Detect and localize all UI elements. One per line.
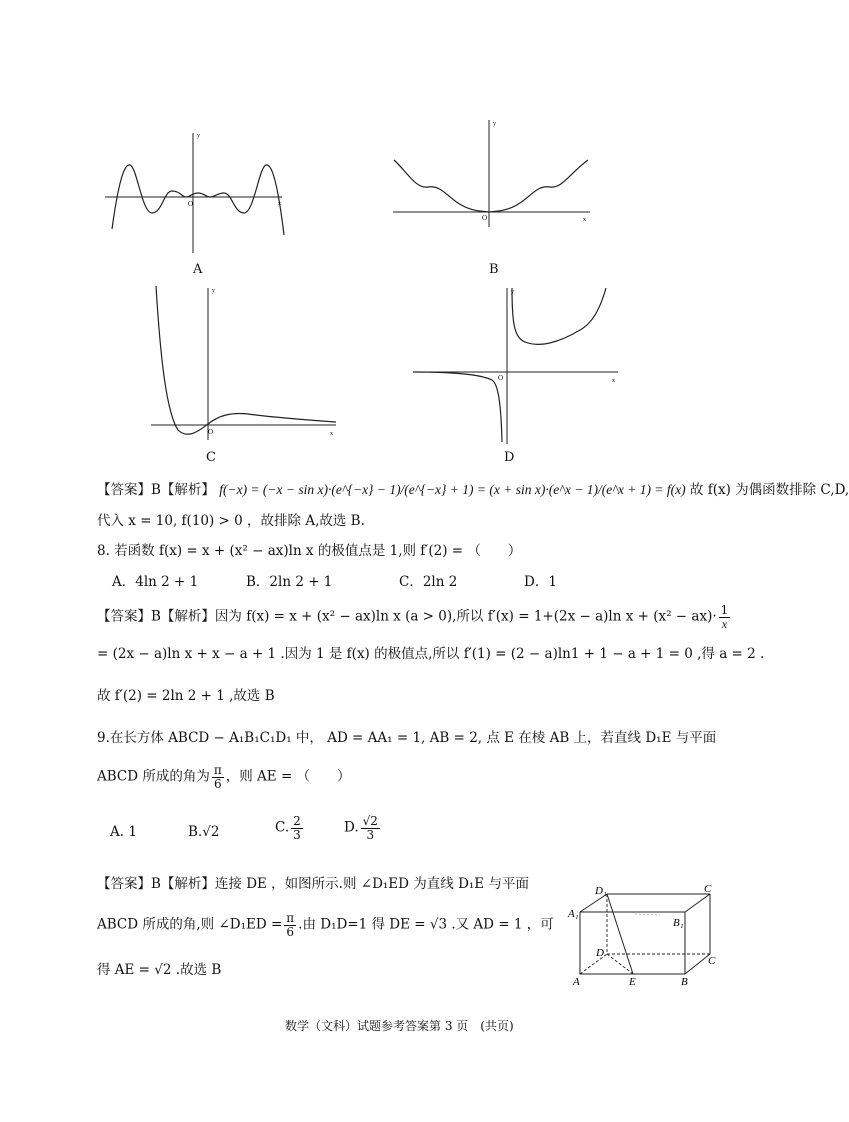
q8-analysis-line3: 故 f′(2) = 2ln 2 + 1 ,故选 B <box>97 688 275 704</box>
graph-c-curve <box>156 286 336 434</box>
cuboid-hidden-d-e <box>607 954 633 974</box>
q8-option-b: B．2ln 2 + 1 <box>246 574 333 590</box>
graph-a-y-label: y <box>197 133 200 139</box>
cuboid-edge-b1-c1 <box>685 894 710 912</box>
graph-a <box>100 125 300 255</box>
cuboid-label-c: C <box>708 955 716 967</box>
graph-c <box>148 282 343 442</box>
q7-analysis-line2: 代入 x = 10, f(10) > 0 ，故排除 A,故选 B. <box>97 513 365 529</box>
q9-stem-post: ，则 AE = （ ） <box>225 768 351 785</box>
graph-d-curve-right <box>512 288 606 344</box>
graph-d-x-label: x <box>612 378 615 384</box>
q9-option-b-value: √2 <box>202 824 220 840</box>
graph-d-origin: O <box>498 374 504 382</box>
q9-option-d-fraction <box>361 815 380 841</box>
q8-option-a: A．4ln 2 + 1 <box>112 574 199 590</box>
q9-stem-line1: 9.在长方体 ABCD − A₁B₁C₁D₁ 中， AD = AA₁ = 1, AB = 2, 点 E 在棱 AB 上，若直线 D₁E 与平面 <box>97 730 717 746</box>
q9-option-c-num: 2 <box>293 814 301 828</box>
q9-option-d <box>344 815 382 841</box>
q8-stem: 8. 若函数 f(x) = x + (x² − ax)ln x 的极值点是 1,则 f′(2) = （ ） <box>97 543 522 559</box>
q9-analysis-post: .由 D₁D=1 得 DE = √3 .又 AD = 1 ，可 <box>298 916 554 933</box>
graph-a-caption: A <box>193 262 203 277</box>
q9-option-c <box>275 815 305 841</box>
graph-d <box>410 282 625 447</box>
q9-analysis-pre: ABCD 所成的角,则 ∠D₁ED = <box>97 916 283 933</box>
cuboid-faint-line <box>635 914 660 915</box>
q9-option-a <box>110 825 137 840</box>
q9-analysis-line3: 得 AE = √2 .故选 B <box>97 962 222 978</box>
graph-b-x-label: x <box>583 217 586 223</box>
q7-answer-prefix: 【答案】B【解析】 <box>97 482 215 498</box>
q9-option-c-fraction <box>291 815 303 841</box>
cuboid-label-d1: D₁ <box>595 885 607 897</box>
q9-option-c-label: C. <box>275 819 290 836</box>
cuboid-label-b: B <box>681 976 688 988</box>
q9-analysis-fraction <box>284 912 296 938</box>
cuboid-front-face <box>580 912 685 974</box>
graph-d-curve-left <box>413 372 502 442</box>
q8-frac-den: x <box>721 616 728 631</box>
cuboid-segment-d1-e <box>607 894 633 974</box>
graph-a-origin: O <box>188 200 194 208</box>
q7-conclusion: 故 f(x) 为偶函数排除 C,D, <box>689 482 849 498</box>
cuboid-label-c1: C <box>704 883 712 895</box>
cuboid-figure <box>565 882 725 987</box>
graph-a-x-label: x <box>278 201 281 207</box>
q9-option-b <box>188 825 219 840</box>
q8-option-c: C．2ln 2 <box>399 574 458 590</box>
q9-option-a-label: A. <box>110 824 125 840</box>
graph-b <box>388 115 598 230</box>
graph-d-caption: D <box>504 450 515 465</box>
q8-analysis-fraction <box>719 604 731 630</box>
q9-analysis-frac-num: π <box>286 911 295 925</box>
q9-option-c-den: 3 <box>293 827 301 842</box>
cuboid-label-a1: A₁ <box>568 908 579 920</box>
q8-analysis-line1 <box>97 604 732 630</box>
q9-option-d-label: D. <box>344 819 359 836</box>
q9-option-a-value: 1 <box>128 824 137 840</box>
page-footer: 数学（文科）试题参考答案第 3 页 (共页) <box>285 1019 514 1033</box>
q9-option-b-label: B. <box>188 824 203 840</box>
q9-option-d-num: √2 <box>362 814 378 828</box>
q8-analysis-text: 【答案】B【解析】因为 f(x) = x + (x² − ax)ln x (a > 0),所以 f′(x) = 1+(2x − a)ln x + (x² − ax)· <box>97 608 717 625</box>
q9-stem-frac-num: π <box>213 763 222 777</box>
q9-analysis-line2 <box>97 912 554 938</box>
q7-analysis-line1 <box>97 483 849 498</box>
graph-b-origin: O <box>482 214 488 222</box>
graph-c-y-label: y <box>212 288 215 294</box>
graph-c-x-label: x <box>330 431 333 437</box>
q8-frac-num: 1 <box>720 603 729 617</box>
cuboid-label-a: A <box>573 976 580 988</box>
q9-stem-pre: ABCD 所成的角为 <box>97 768 210 785</box>
graph-b-curve <box>394 160 588 212</box>
q9-stem-frac-den: 6 <box>214 776 222 791</box>
graph-b-y-label: y <box>493 121 496 127</box>
cuboid-label-b1: B₁ <box>673 917 684 929</box>
graph-c-caption: C <box>206 450 216 465</box>
graph-c-origin: O <box>208 428 214 436</box>
graph-b-caption: B <box>489 262 499 277</box>
graph-d-y-label: y <box>511 289 514 295</box>
cuboid-label-e: E <box>629 976 636 988</box>
q7-formula: f(−x) = (−x − sin x)·(e^{−x} − 1)/(e^{−x} + 1) = (x + sin x)·(e^x − 1)/(e^x + 1) = f(x) <box>219 482 686 497</box>
cuboid-label-d: D <box>596 947 604 959</box>
q8-analysis-line2: = (2x − a)ln x + x − a + 1 .因为 1 是 f(x) 的极值点,所以 f′(1) = (2 − a)ln1 + 1 − a + 1 = 0 ,得 a = 2 . <box>97 646 765 662</box>
q9-analysis-frac-den: 6 <box>286 924 295 939</box>
graph-a-curve <box>112 165 284 235</box>
q9-stem-fraction <box>212 764 224 790</box>
cuboid-edge-b-c <box>685 954 710 974</box>
q9-option-d-den: 3 <box>366 827 375 842</box>
q9-analysis-line1: 【答案】B【解析】连接 DE ，如图所示.则 ∠D₁ED 为直线 D₁E 与平面 <box>97 876 529 892</box>
q8-option-d: D．1 <box>524 574 557 590</box>
q9-stem-line2 <box>97 764 351 790</box>
